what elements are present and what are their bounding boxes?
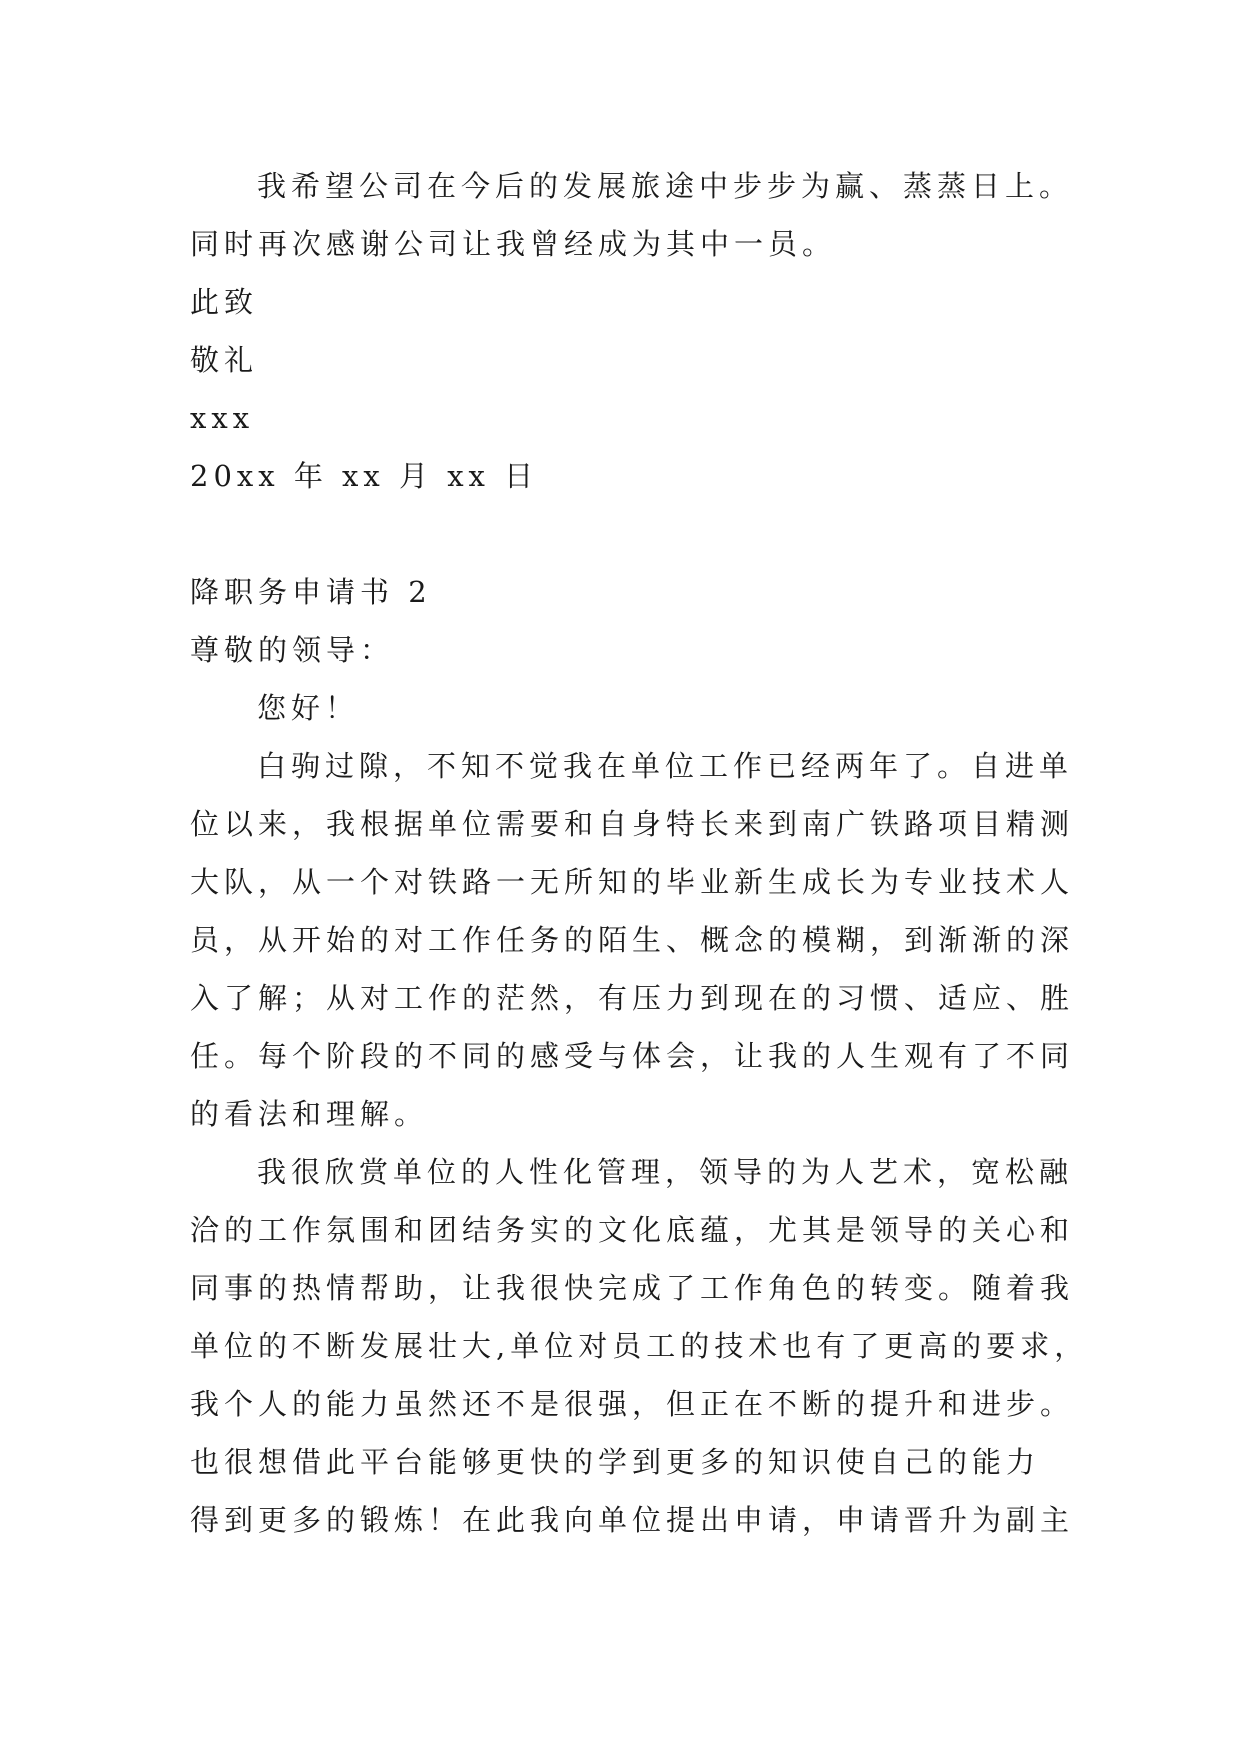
date: 20xx 年 xx 月 xx 日	[190, 459, 539, 493]
paragraph1-line: 任。每个阶段的不同的感受与体会，让我的人生观有了不同	[190, 1039, 1075, 1073]
paragraph2-line: 得到更多的锻炼！在此我向单位提出申请，申请晋升为副主	[190, 1503, 1075, 1537]
salutation-jing-li: 敬礼	[190, 343, 259, 377]
salutation-ci-zhi: 此致	[190, 285, 259, 319]
signature: xxx	[190, 401, 255, 435]
paragraph2-line: 我很欣赏单位的人性化管理，领导的为人艺术，宽松融	[257, 1155, 1074, 1189]
closing-line-1: 我希望公司在今后的发展旅途中步步为赢、蒸蒸日上。	[257, 169, 1074, 203]
paragraph1-line: 入了解；从对工作的茫然，有压力到现在的习惯、适应、胜	[190, 981, 1075, 1015]
paragraph2-line: 同事的热情帮助，让我很快完成了工作角色的转变。随着我	[190, 1271, 1075, 1305]
paragraph1-line: 白驹过隙，不知不觉我在单位工作已经两年了。自进单	[257, 749, 1074, 783]
closing-line-2: 同时再次感谢公司让我曾经成为其中一员。	[190, 227, 837, 261]
letter-title: 降职务申请书 2	[190, 575, 432, 609]
greeting: 您好！	[257, 691, 360, 725]
paragraph2-line: 单位的不断发展壮大,单位对员工的技术也有了更高的要求，	[190, 1329, 1089, 1363]
paragraph2-line: 也很想借此平台能够更快的学到更多的知识使自己的能力	[190, 1445, 1041, 1479]
paragraph1-line: 大队，从一个对铁路一无所知的毕业新生成长为专业技术人	[190, 865, 1075, 899]
paragraph1-line: 员，从开始的对工作任务的陌生、概念的模糊，到渐渐的深	[190, 923, 1075, 957]
recipient: 尊敬的领导：	[190, 633, 395, 667]
paragraph2-line: 洽的工作氛围和团结务实的文化底蕴，尤其是领导的关心和	[190, 1213, 1075, 1247]
paragraph1-line: 位以来，我根据单位需要和自身特长来到南广铁路项目精测	[190, 807, 1075, 841]
paragraph1-line: 的看法和理解。	[190, 1097, 429, 1131]
paragraph2-line: 我个人的能力虽然还不是很强，但正在不断的提升和进步。	[190, 1387, 1075, 1421]
